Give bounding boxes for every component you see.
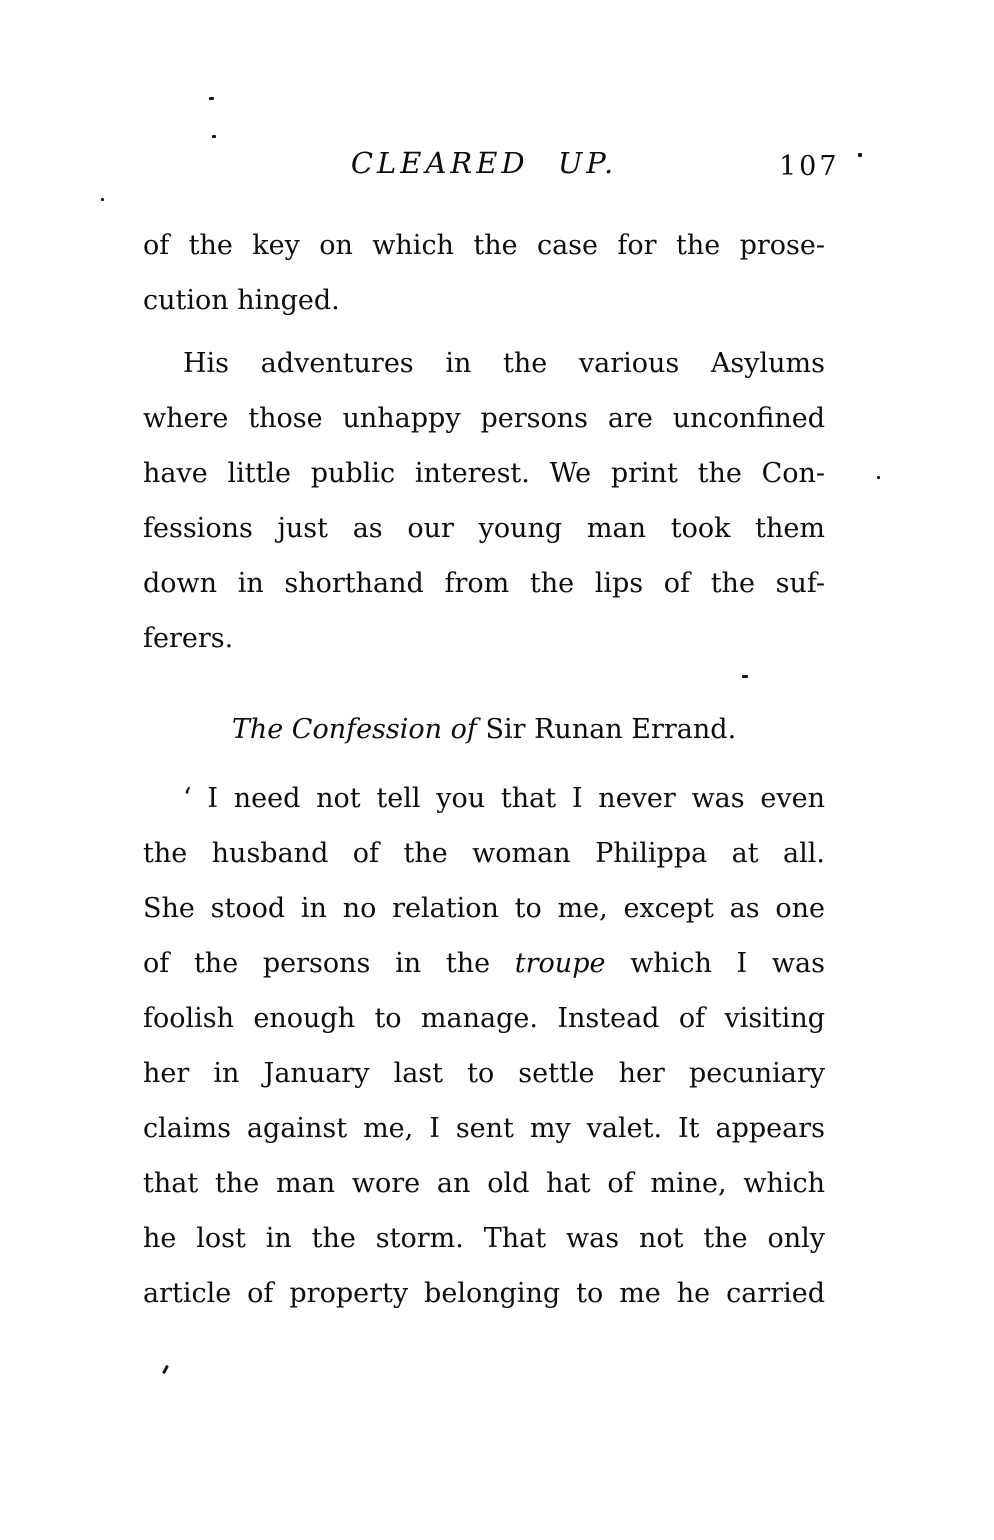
main-text	[143, 218, 825, 1321]
text-line: cution hinged.	[143, 285, 340, 316]
section-heading	[143, 702, 825, 757]
running-header-title: CLEARED UP.	[350, 146, 618, 180]
section-heading-italic: The Confession of	[231, 714, 477, 745]
text-line: fessions just as our young man took them	[143, 513, 825, 544]
text-line: have little public interest. We print the Con-	[143, 458, 825, 489]
ink-speck	[162, 1365, 169, 1374]
ink-speck	[742, 675, 748, 678]
text-line: he lost in the storm. That was not the only	[143, 1223, 825, 1254]
page-number: 107	[779, 151, 840, 182]
ink-speck	[209, 97, 214, 100]
section-heading-roman: Sir Runan Errand.	[485, 714, 737, 745]
paragraph	[143, 218, 825, 328]
ink-speck	[212, 135, 216, 138]
paragraph	[143, 771, 825, 1321]
text-line: her in January last to settle her pecuniary	[143, 1058, 825, 1089]
text-segment: of the persons in the	[143, 948, 491, 979]
text-line: that the man wore an old hat of mine, which	[143, 1168, 825, 1199]
text-line	[143, 936, 825, 991]
ink-speck	[858, 153, 862, 157]
ink-speck	[101, 198, 104, 201]
text-line: ‘ I need not tell you that I never was even	[183, 783, 825, 814]
text-line: His adventures in the various Asylums	[183, 348, 825, 379]
text-segment-italic: troupe	[514, 948, 606, 979]
text-line: down in shorthand from the lips of the suf-	[143, 568, 825, 599]
paragraph	[143, 336, 825, 666]
text-line: She stood in no relation to me, except as one	[143, 893, 825, 924]
text-line: the husband of the woman Philippa at all.	[143, 838, 825, 869]
ink-speck	[877, 476, 880, 479]
text-line: of the key on which the case for the prose-	[143, 230, 825, 261]
text-line: article of property belonging to me he carried	[143, 1278, 825, 1309]
text-line: where those unhappy persons are unconfined	[143, 403, 825, 434]
text-line: ferers.	[143, 623, 234, 654]
text-line: claims against me, I sent my valet. It appears	[143, 1113, 825, 1144]
text-segment: which I was	[630, 948, 825, 979]
text-line: foolish enough to manage. Instead of visiting	[143, 1003, 825, 1034]
